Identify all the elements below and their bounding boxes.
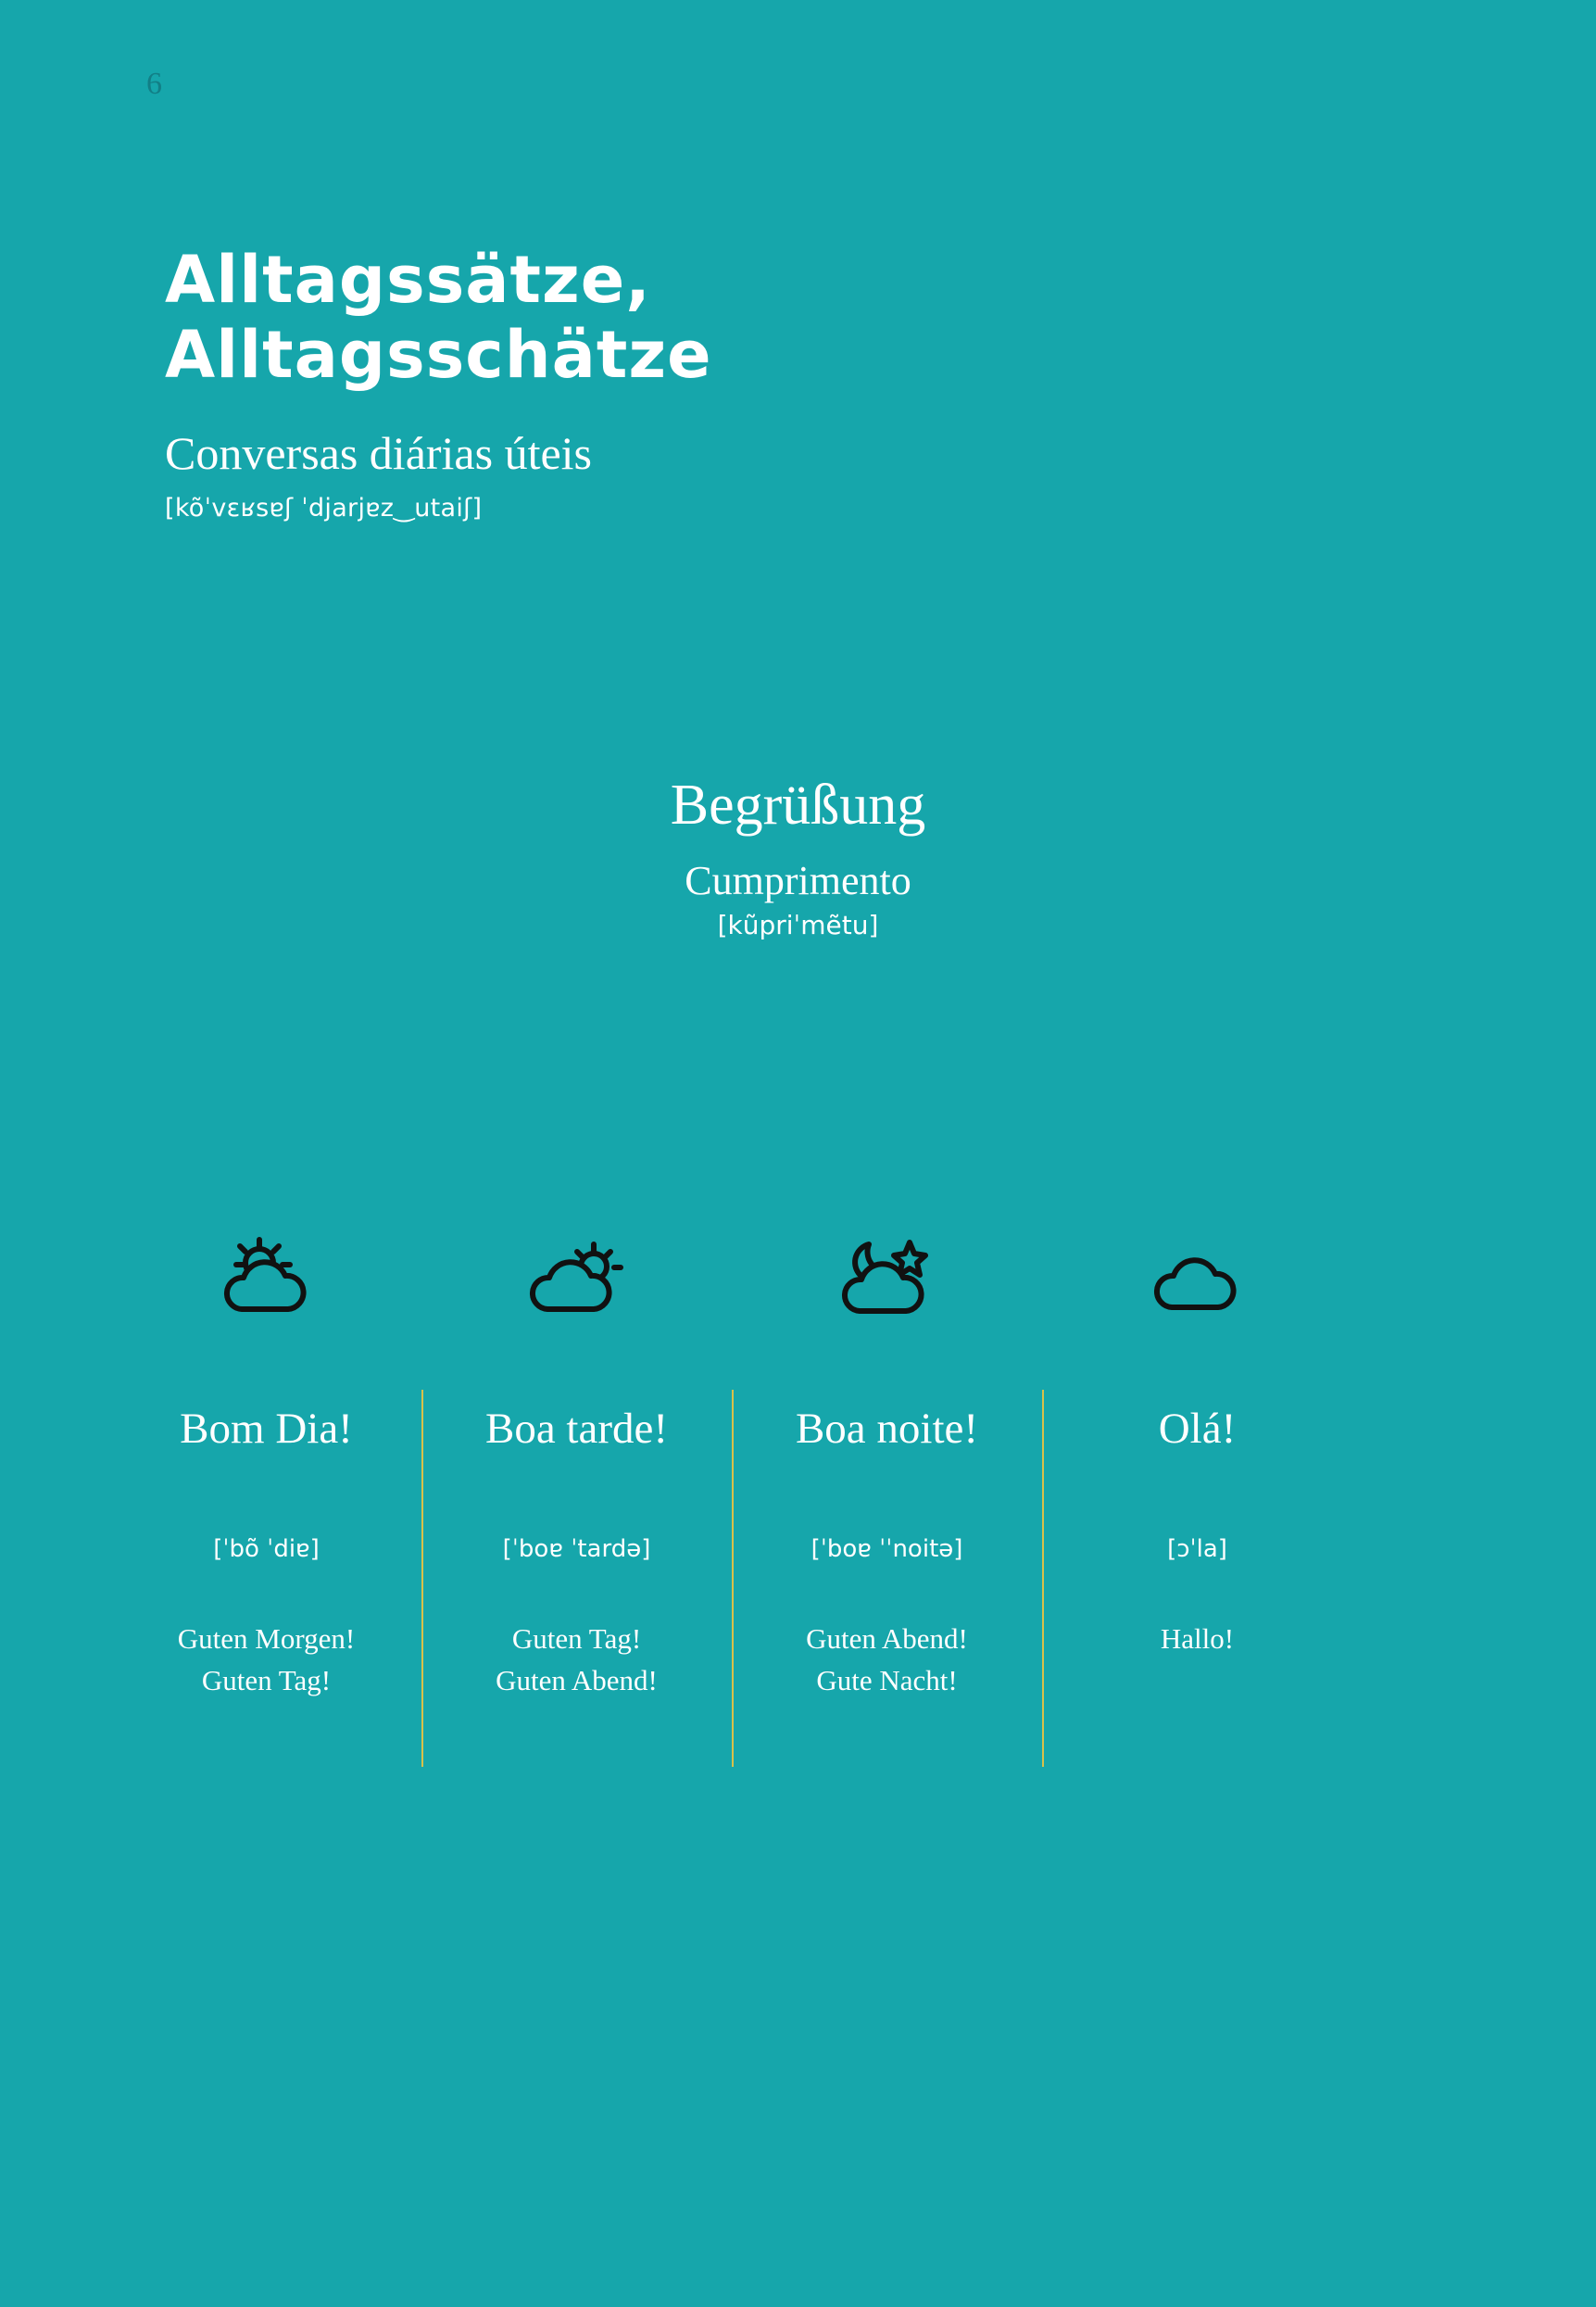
greetings-grid [111,1223,1352,1702]
greeting-german-lines [178,1619,355,1702]
greeting-german-line: Gute Nacht! [816,1663,958,1696]
page-number: 6 [146,67,163,101]
greeting-german-lines [1161,1619,1234,1660]
greeting-german-line: Hallo! [1160,1622,1235,1655]
greeting-column [421,1223,732,1702]
greeting-portuguese: Boa noite! [795,1405,979,1453]
greeting-ipa: [ˈboɐ ˈˈnoitə] [811,1535,963,1563]
greeting-german-line: Guten Abend! [806,1622,968,1655]
sun-behind-cloud-afternoon-icon [522,1223,633,1334]
page-title-line2: Alltagsschätze [165,317,712,394]
page-subtitle: Conversas diárias úteis [165,427,593,480]
greeting-column [732,1223,1042,1702]
greeting-german-line: Guten Morgen! [177,1622,356,1655]
sun-behind-cloud-icon [211,1223,322,1334]
greeting-portuguese: Bom Dia! [180,1405,353,1453]
section-title: Begrüßung [670,774,926,837]
moon-star-cloud-icon [832,1223,943,1334]
greeting-column [111,1223,421,1702]
page-title-line1: Alltagssätze, [165,242,651,318]
greeting-german-lines [496,1619,658,1702]
cloud-icon [1142,1223,1253,1334]
greeting-german-line: Guten Tag! [201,1663,332,1696]
page-subtitle-ipa: [kõˈvɛʁsɐʃ ˈdjarjɐz‿utaiʃ] [165,494,483,523]
greeting-german-lines [806,1619,968,1702]
greeting-german-line: Guten Tag! [511,1622,642,1655]
greeting-german-line: Guten Abend! [496,1663,658,1696]
section-ipa: [kũpriˈmẽtu] [717,910,879,941]
title-block [165,243,1369,523]
greeting-portuguese: Olá! [1158,1405,1237,1453]
greeting-column [1042,1223,1352,1702]
greeting-ipa: [ɔˈla] [1167,1535,1227,1563]
greeting-ipa: [ˈbõ ˈdiɐ] [213,1535,320,1563]
section-header [0,774,1596,940]
greeting-ipa: [ˈboɐ ˈtardə] [502,1535,651,1563]
section-subtitle: Cumprimento [685,858,911,904]
greeting-portuguese: Boa tarde! [484,1405,669,1453]
